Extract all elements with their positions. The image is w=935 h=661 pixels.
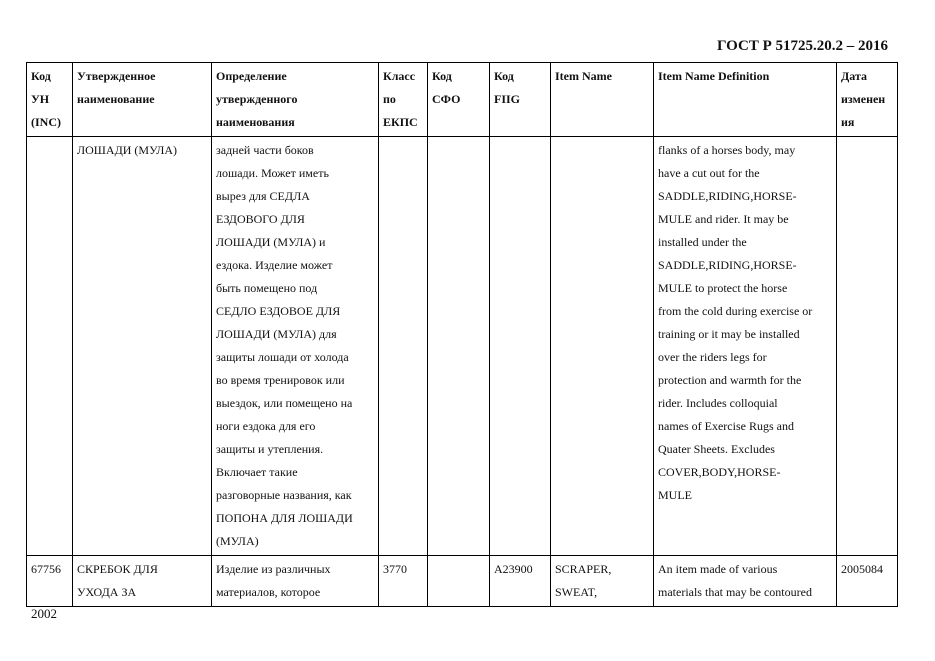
column-header-definition: Определение утвержденного наименования	[212, 63, 379, 137]
catalog-table	[26, 62, 898, 607]
cell-change-date	[837, 137, 898, 556]
cell-definition: задней части боков лошади. Может иметь вырез для СЕДЛА ЕЗДОВОГО ДЛЯ ЛОШАДИ (МУЛА) и ездока. Изделие может быть помещено под СЕДЛО ЕЗДОВОЕ ДЛЯ ЛОШАДИ (МУЛА) для защиты лошади от холода во время тренировок или выездок, или помещено на ноги ездока для его защиты и утепления. Включает такие разговорные названия, как ПОПОНА ДЛЯ ЛОШАДИ (МУЛА)	[212, 137, 379, 556]
cell-approved-name: СКРЕБОК ДЛЯ УХОДА ЗА	[73, 556, 212, 607]
page-number: 2002	[31, 606, 57, 621]
cell-approved-name: ЛОШАДИ (МУЛА)	[73, 137, 212, 556]
cell-item-name	[551, 137, 654, 556]
cell-item-name: SCRAPER, SWEAT,	[551, 556, 654, 607]
cell-item-name-definition: flanks of a horses body, may have a cut out for the SADDLE,RIDING,HORSE- MULE and rider. It may be installed under the SADDLE,RIDING,HORSE- MULE to protect the horse from the cold during exercise or training or it may be installed over the riders legs for protection and warmth for the rider. Includes colloquial names of Exercise Rugs and Quater Sheets. Excludes COVER,BODY,HORSE- MULE	[654, 137, 837, 556]
column-header-inc: Код УН (INC)	[27, 63, 73, 137]
document-standard-header: ГОСТ Р 51725.20.2 – 2016	[716, 38, 888, 54]
column-header-sfo-code: Код СФО	[428, 63, 490, 137]
table-header-row	[27, 63, 898, 137]
cell-ekps-class	[379, 137, 428, 556]
column-header-fiig-code: Код FIIG	[490, 63, 551, 137]
cell-inc: 67756	[27, 556, 73, 607]
column-header-change-date: Дата изменен ия	[837, 63, 898, 137]
column-header-item-name: Item Name	[551, 63, 654, 137]
cell-fiig-code: A23900	[490, 556, 551, 607]
cell-item-name-definition: An item made of various materials that may be contoured	[654, 556, 837, 607]
cell-definition: Изделие из различных материалов, которое	[212, 556, 379, 607]
cell-sfo-code	[428, 556, 490, 607]
cell-inc	[27, 137, 73, 556]
cell-change-date: 2005084	[837, 556, 898, 607]
cell-ekps-class: 3770	[379, 556, 428, 607]
column-header-item-name-definition: Item Name Definition	[654, 63, 837, 137]
column-header-ekps-class: Класс по ЕКПС	[379, 63, 428, 137]
cell-fiig-code	[490, 137, 551, 556]
table-row	[27, 137, 898, 556]
cell-sfo-code	[428, 137, 490, 556]
column-header-approved-name: Утвержденное наименование	[73, 63, 212, 137]
table-row	[27, 556, 898, 607]
